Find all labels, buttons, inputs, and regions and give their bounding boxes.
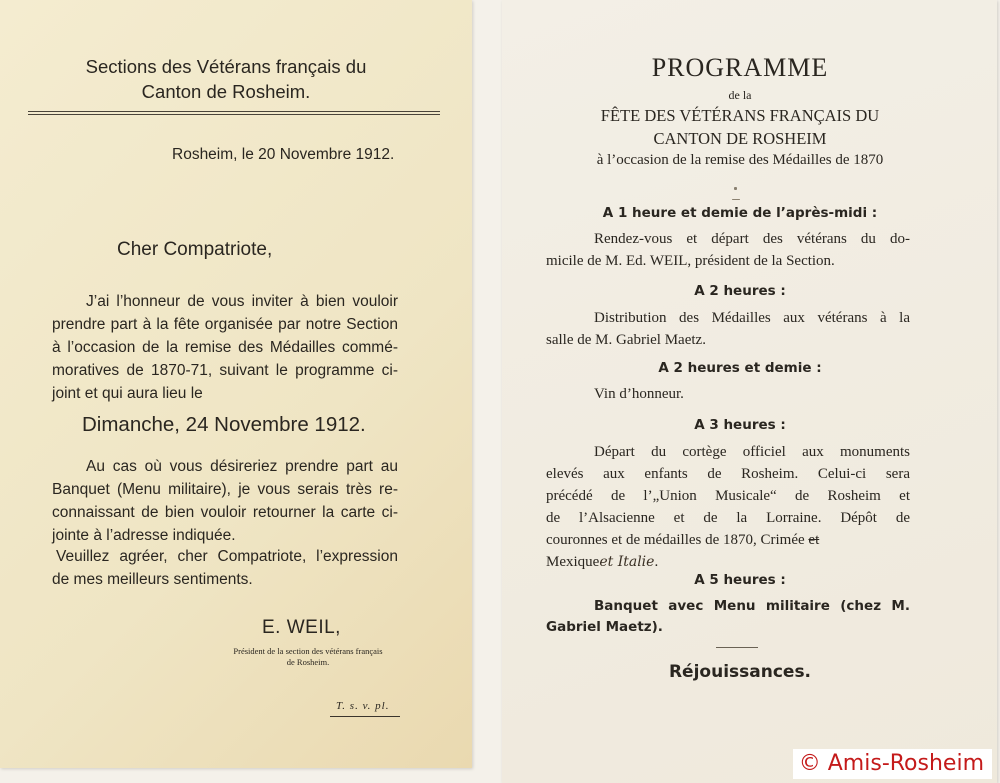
schedule-details-1	[546, 228, 910, 272]
letter-paragraph-2	[52, 455, 398, 547]
para1-line: à l’occasion de la remise des Médailles commé-	[52, 339, 398, 356]
turn-over-note: T. s. v. pl.	[336, 700, 390, 712]
subtitle-line2: CANTON DE ROSHEIM	[653, 129, 827, 148]
schedule-details-4	[546, 441, 910, 573]
schedule-line-with-correction	[546, 529, 910, 551]
handwritten-addition: et Italie	[599, 554, 655, 570]
header-rule	[28, 111, 440, 112]
schedule-time-3: A 2 heures et demie :	[658, 360, 822, 376]
para1-line: prendre part à la fête organisée par notre Section	[52, 316, 398, 333]
copyright-watermark: © Amis-Rosheim	[793, 749, 992, 779]
programme-sheet	[502, 0, 997, 783]
de-la: de la	[728, 88, 752, 102]
invitation-letter	[0, 0, 472, 768]
schedule-line: Gabriel Maetz).	[546, 619, 663, 635]
schedule-line: couronnes et de médailles de 1870, Crimée	[546, 532, 805, 548]
schedule-line: micile de M. Ed. WEIL, président de la Section.	[546, 253, 835, 269]
separator-dot	[732, 199, 740, 200]
closing-rejouissances: Réjouissances.	[668, 662, 812, 682]
letter-paragraph-1	[52, 290, 398, 405]
letter-dateline: Rosheim, le 20 Novembre 1912.	[172, 146, 395, 163]
schedule-time-5: A 5 heures :	[694, 572, 786, 588]
schedule-line: Départ du cortège officiel aux monuments	[594, 444, 910, 460]
para2-line: Banquet (Menu militaire), je vous serais très re-	[52, 481, 398, 498]
schedule-time-1: A 1 heure et demie de l’après-midi :	[602, 205, 878, 221]
para2-line: Au cas où vous désireriez prendre part au	[86, 458, 398, 475]
schedule-details-3	[594, 383, 684, 405]
signature: E. WEIL,	[262, 617, 341, 638]
schedule-time-2: A 2 heures :	[694, 283, 786, 299]
letter-header-line1: Sections des Vétérans français du	[85, 56, 367, 77]
struck-out-word: et	[808, 532, 820, 548]
letter-header	[20, 54, 432, 104]
schedule-line: Banquet avec Menu militaire (chez M.	[594, 598, 910, 614]
programme-subtitle	[502, 104, 978, 150]
para3-line: Veuillez agréer, cher Compatriote, l’expression	[56, 548, 398, 565]
schedule-line: Distribution des Médailles aux vétérans à la	[594, 310, 910, 326]
separator-dot	[734, 187, 737, 190]
event-date: Dimanche, 24 Novembre 1912.	[82, 413, 366, 436]
signature-title-line2: de Rosheim.	[286, 657, 330, 667]
schedule-line: de l’Alsacienne et de la Lorraine. Dépôt de	[546, 510, 910, 526]
letter-header-line2: Canton de Rosheim.	[141, 81, 311, 102]
signature-title-line1: Président de la section des vétérans français	[233, 646, 383, 656]
schedule-line: précédé de l’„Union Musicale“ de Rosheim et	[546, 488, 910, 504]
signature-title	[212, 646, 404, 668]
para1-line: moratives de 1870-71, suivant le programme ci-	[52, 362, 398, 379]
letter-salutation: Cher Compatriote,	[117, 239, 273, 260]
closing-separator	[716, 647, 758, 648]
period: .	[654, 554, 659, 570]
para3-line: de mes meilleurs sentiments.	[52, 571, 253, 588]
programme-title: PROGRAMME	[651, 53, 829, 82]
para2-line: jointe à l’adresse indiquée.	[52, 527, 236, 544]
occasion-line: à l’occasion de la remise des Médailles de 1870	[596, 152, 884, 168]
schedule-line: salle de M. Gabriel Maetz.	[546, 332, 706, 348]
schedule-line: Rendez-vous et départ des vétérans du do-	[594, 231, 910, 247]
schedule-line: Vin d’honneur.	[594, 386, 684, 402]
schedule-last-line	[546, 551, 910, 573]
para1-line: joint et qui aura lieu le	[52, 385, 203, 402]
turn-over-underline	[330, 716, 400, 717]
schedule-time-4: A 3 heures :	[694, 417, 786, 433]
schedule-details-2	[546, 307, 910, 351]
subtitle-line1: FÊTE DES VÉTÉRANS FRANÇAIS DU	[600, 106, 880, 125]
letter-paragraph-3	[52, 545, 398, 591]
schedule-line: elevés aux enfants de Rosheim. Celui-ci sera	[546, 466, 910, 482]
schedule-details-5	[546, 596, 910, 638]
para1-line: J’ai l’honneur de vous inviter à bien vouloir	[86, 293, 398, 310]
para2-line: connaissant de bien vouloir retourner la carte ci-	[52, 504, 398, 521]
header-rule-2	[28, 114, 440, 115]
mexique-text: Mexique	[546, 554, 600, 570]
